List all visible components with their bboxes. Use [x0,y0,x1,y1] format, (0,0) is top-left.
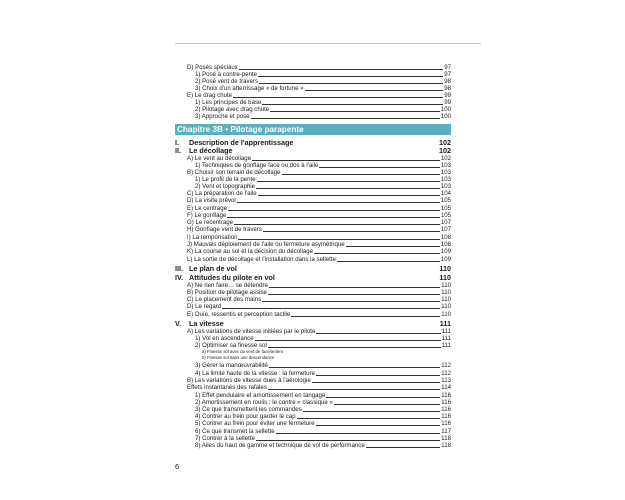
toc-section-title: Le décollage [189,146,233,155]
toc-entry [187,205,451,212]
toc-label [175,274,275,282]
toc-leader [238,239,439,240]
toc-label: 3) Ce que transmettent les commandes [195,406,302,413]
toc-entry [195,392,451,399]
toc-leader [337,261,440,262]
toc-page-number: 110 [441,303,451,310]
toc-entry [195,162,451,169]
toc-page-number: 104 [440,190,451,197]
toc-leader [227,217,440,218]
toc-page-number: 111 [441,335,451,342]
toc-leader [259,83,443,84]
toc-label: J) Mauvais déploiement de l'aile ou fermeture asymétrique [187,241,345,248]
toc-entry [195,399,451,406]
toc-label: A) Ne rien faire… se détendre [187,282,268,289]
toc-entry [187,197,451,204]
toc-section-title: Attitudes du pilote en vol [189,273,275,282]
toc-label: 2) Pilotage avec drag chute [195,106,270,113]
toc-label: B) Choisir son terrain de décollage [187,169,281,176]
toc-page-number: 111 [439,319,451,328]
toc-leader [251,118,440,119]
toc-leader [234,224,440,225]
toc-label: L) La sortie de décollage et l'installation dans la sellette [187,256,336,263]
toc-leader [314,253,440,254]
toc-section-title: La vitesse [189,319,224,328]
toc-leader [303,411,441,412]
toc-entry [187,248,451,255]
toc-entry [195,428,451,435]
toc-leader [256,440,440,441]
toc-entry [187,328,451,335]
toc-leader [252,160,440,161]
toc-entry [195,442,451,449]
toc-entry [187,303,451,310]
toc-leader [276,433,441,434]
toc-section [175,320,451,328]
toc-page-number: 103 [440,162,451,169]
toc-entry [202,355,451,360]
toc-label: 1) Les principes de base [195,99,262,106]
toc-entry [187,377,451,384]
toc-entry [187,289,451,296]
toc-label: D) Posés spéciaux [187,64,238,71]
toc-entry [195,99,451,106]
toc-entry [187,64,451,71]
toc-label: 1) Le profil de la pente [195,176,256,183]
toc-leader [291,316,440,317]
toc-label: E) Ouïe, ressentis et perception tactile [187,311,291,318]
toc-leader [316,425,441,426]
toc-label: E) Le drag chute [187,92,233,99]
toc-entry [195,370,451,377]
toc-label: 2) Amortissement en roulis : le contre « classique » [195,399,333,406]
toc-page-number: 111 [441,342,451,349]
toc-leader [268,294,440,295]
toc-entry [195,85,451,92]
toc-leader [312,382,440,383]
toc-page-number: 103 [440,183,451,190]
toc-entry [187,384,451,391]
toc-entry [195,78,451,85]
toc-entry [195,435,451,442]
toc-page-number: 102 [440,155,451,162]
toc-page-number: 108 [440,234,451,241]
toc-label: 3) Approche et posé [195,113,250,120]
toc-leader [316,333,440,334]
toc-page-number: 118 [441,442,451,449]
toc-entry [187,169,451,176]
toc-entry [187,226,451,233]
toc-label: 1) Vol en ascendance [195,335,254,342]
toc-leader [366,447,441,448]
toc-entry [195,342,451,349]
toc-leader [255,340,441,341]
toc-page-number: 110 [441,282,451,289]
toc-entry [195,113,451,120]
toc-section-title: Description de l'apprentissage [189,138,294,147]
toc-entry [187,219,451,226]
toc-label: 7) Contrer à la sellette [195,435,255,442]
toc-page-number: 100 [440,106,451,113]
toc-page-number: 112 [441,362,451,369]
toc-label: Effets instantanés des rafales [187,384,267,391]
toc-leader [270,111,440,112]
toc-entry [195,106,451,113]
toc-leader [305,90,444,91]
toc-leader [268,347,441,348]
toc-label: F) Le gonflage [187,212,227,219]
toc-leader [262,104,443,105]
toc-leader [268,389,440,390]
toc-page-number: 118 [441,435,451,442]
toc-label [175,265,237,273]
toc-leader [256,188,440,189]
toc-label: 2) Optimiser sa finesse sol [195,342,267,349]
toc-label: b) Finesse sol dans une descendance [202,355,275,360]
toc-page-number: 105 [440,197,451,204]
toc-entry [195,335,451,342]
toc-page-number: 117 [441,428,451,435]
toc-entry [187,212,451,219]
toc-entry [187,311,451,318]
chapter-heading: Chapitre 3B • Pilotage parapente [175,124,451,135]
toc-leader [319,167,439,168]
toc-page-number: 107 [440,219,451,226]
toc-section-title: Le plan de vol [189,264,237,273]
toc-entry [195,362,451,369]
toc-section-number: I. [175,138,179,147]
toc-page-number: 116 [441,392,451,399]
toc-label: 6) Ce que transmet la sellette [195,428,275,435]
toc-leader [346,246,440,247]
toc-section [175,274,451,282]
toc-leader [222,308,440,309]
toc-leader [297,418,441,419]
toc-leader [258,76,443,77]
toc-leader [316,375,440,376]
toc-leader [263,231,440,232]
toc-page-number: 110 [441,296,451,303]
toc-label: 3) Choix d'un atterrissage « de fortune » [195,85,304,92]
toc-page-number: 107 [440,226,451,233]
toc-page-number: 109 [440,248,451,255]
toc-label: D) Le regard [187,303,222,310]
toc-page-number: 112 [441,370,451,377]
toc-page-number: 109 [440,256,451,263]
toc-page-number: 111 [441,328,451,335]
toc-leader [269,287,440,288]
toc-label: 1) Techniques de gonflage face ou dos à l'aile [195,162,319,169]
toc-label: G) Le recentrage [187,219,234,226]
toc-entry [195,176,451,183]
toc-leader [269,367,440,368]
toc-label: 1) Effet pendulaire et amortissement en tangage [195,392,326,399]
toc-label: B) Les variations de vitesse dues à l'aérologie [187,377,311,384]
toc-leader [334,404,440,405]
toc-label [175,147,233,155]
toc-section [175,147,451,155]
toc-page-number: 102 [439,146,451,155]
toc-label: 4) La limite haute de la vitesse : la fermeture [195,370,315,377]
toc-entry [187,241,451,248]
toc-entry [187,155,451,162]
toc-page-number: 116 [441,406,451,413]
toc-entry [195,406,451,413]
toc-label: C) Le placement des mains [187,296,262,303]
toc-entry [187,296,451,303]
toc-label: 2) Posé vent de travers [195,78,258,85]
toc-label: a) Finesse sol avec du vent de face/arrière [202,349,284,354]
toc-label: 3) Gérer la manœuvrabilité [195,362,268,369]
toc-page-number: 97 [444,64,451,71]
toc-label: 5) Contrer au frein pour éviter une fermeture [195,420,315,427]
toc-section [175,265,451,273]
top-rule [175,43,481,44]
toc-page-number: 116 [441,420,451,427]
toc-entry [202,349,451,354]
toc-page-number: 99 [444,99,451,106]
toc-leader [326,397,440,398]
toc-label: E) Le centrage [187,205,227,212]
toc-page-number: 97 [444,71,451,78]
toc-entry [195,71,451,78]
toc-leader [228,210,440,211]
toc-page-number: 110 [439,264,451,273]
toc-page-number: 110 [441,311,451,318]
toc-leader [233,97,443,98]
toc-label: 8) Ailes du haut de gamme et technique de vol de performance [195,442,365,449]
toc-section-number: V. [175,319,182,328]
toc-page-number: 99 [444,92,451,99]
toc-page-number: 110 [439,273,451,282]
toc-label: D) La visite prévol [187,197,236,204]
toc-label: 4) Contrer au frein pour garder le cap [195,413,296,420]
toc-label: A) Les variations de vitesse initiées par le pilote [187,328,316,335]
toc-leader [257,181,440,182]
toc-leader [282,174,440,175]
toc-leader [258,195,440,196]
toc-entry [195,420,451,427]
toc-page-number: 114 [441,384,451,391]
toc-section-number: III. [175,264,183,273]
toc-page-number: 102 [439,138,451,147]
toc-label: 2) Vent et topographie [195,183,255,190]
toc-entry [187,92,451,99]
toc-page-number: 103 [440,176,451,183]
page-number: 6 [175,462,180,471]
toc-page-number: 105 [440,205,451,212]
toc-label: H) Gonflage vent de travers [187,226,262,233]
toc-section-number: IV. [175,273,184,282]
toc-page-number: 98 [444,78,451,85]
toc-page-number: 100 [440,113,451,120]
toc-page-number: 116 [441,399,451,406]
toc-leader [262,301,440,302]
toc-entry [195,183,451,190]
toc-entry [187,256,451,263]
toc-entry [187,282,451,289]
toc-entry [187,190,451,197]
toc-page-number: 98 [444,85,451,92]
toc-leader [237,202,440,203]
toc-page-number: 103 [440,169,451,176]
toc-label: I) La temporisation [187,234,238,241]
toc-label: C) La préparation de l'aile [187,190,257,197]
toc-label: A) Le vent au décollage [187,155,252,162]
toc-page-number: 113 [441,377,451,384]
toc-section-number: II. [175,146,181,155]
toc-page-number: 116 [441,413,451,420]
toc-label: B) Position de pilotage assise [187,289,267,296]
toc-entry [187,234,451,241]
toc-leader [239,69,443,70]
toc-label: K) La course au sol et la décision du décollage [187,248,314,255]
toc-label [175,320,224,328]
toc-page-number: 108 [440,241,451,248]
toc-page-number: 105 [440,212,451,219]
toc-label: 1) Posé à contre-pente [195,71,257,78]
toc-entry [195,413,451,420]
toc-page-number: 110 [441,289,451,296]
